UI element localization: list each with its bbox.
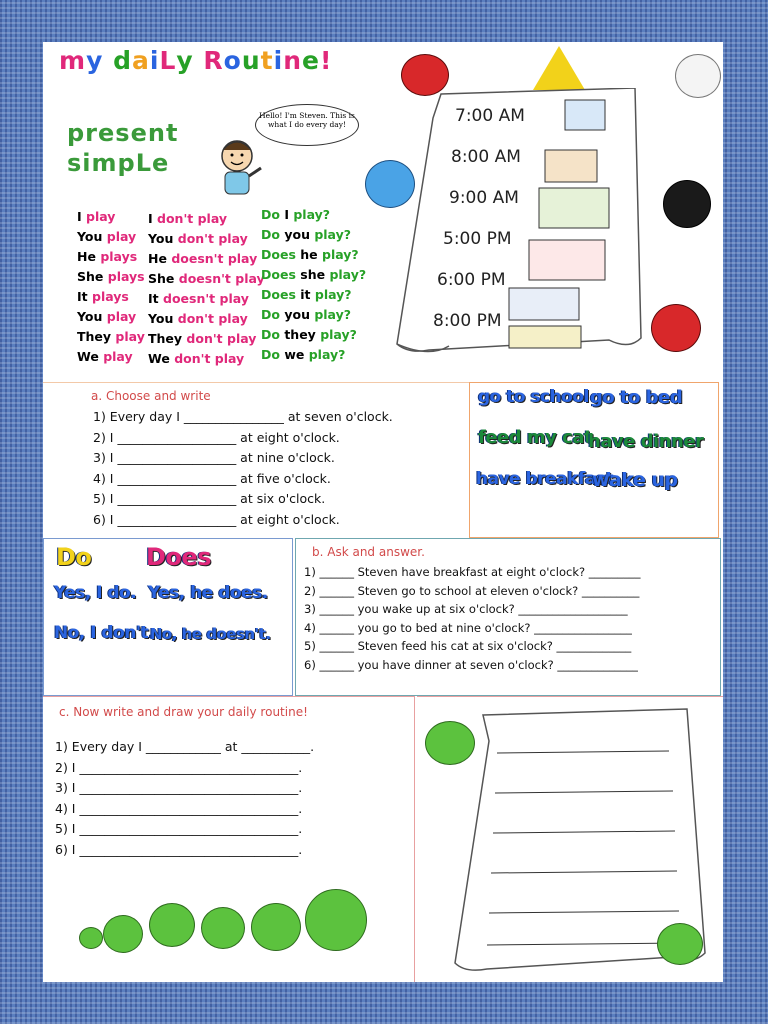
section-a <box>43 382 469 533</box>
affirmative-row <box>77 247 145 267</box>
schedule-time: 9:00 AM <box>449 188 519 208</box>
routine-line: 1) Every day I ____________ at ___________. <box>55 739 315 754</box>
title-letter: y <box>86 46 104 75</box>
section-b-heading: b. Ask and answer. <box>312 545 425 559</box>
auxiliary: Do <box>261 207 280 222</box>
title-letter: a <box>131 46 150 75</box>
subtitle <box>67 118 178 178</box>
auxiliary: Do <box>261 307 280 322</box>
auxiliary: Does <box>261 287 296 302</box>
negative-verb: don't play <box>177 231 248 246</box>
pronoun: You <box>77 309 103 324</box>
auxiliary: Does <box>261 267 296 282</box>
question-line: 4) ______ you go to bed at nine o'clock? _________________ <box>304 620 632 635</box>
affirmative-row <box>77 287 145 307</box>
pronoun: I <box>148 211 153 226</box>
negative-verb: don't play <box>177 311 248 326</box>
auxiliary: Do <box>261 347 280 362</box>
schedule-time: 8:00 PM <box>433 311 502 331</box>
verb: play <box>106 309 137 324</box>
affirmative-column <box>77 207 145 367</box>
title-letter: i <box>149 46 160 75</box>
pronoun: We <box>77 349 99 364</box>
word-bank-item: wake up <box>592 469 678 491</box>
negative-verb: don't play <box>186 331 257 346</box>
pig-icon <box>305 889 367 951</box>
section-c-heading: c. Now write and draw your daily routine! <box>59 705 308 719</box>
affirmative-row <box>77 327 145 347</box>
negative-verb: doesn't play <box>178 271 265 286</box>
pig-icon <box>103 915 143 953</box>
negative-row <box>148 349 265 369</box>
word-bank-item: have dinner <box>588 431 704 452</box>
speech-bubble-text: Hello! I'm Steven. This is what I do every day! <box>259 111 355 129</box>
question-row <box>261 285 366 305</box>
title-letter <box>194 46 204 75</box>
pig-row <box>79 883 399 963</box>
daily-schedule-sheet <box>389 88 647 358</box>
exercise-line: 5) I ___________________ at six o'clock. <box>93 491 326 506</box>
pronoun: It <box>148 291 159 306</box>
pronoun: You <box>148 311 174 326</box>
affirmative-row <box>77 347 145 367</box>
helper-phrase: No, he doesn't. <box>150 625 271 643</box>
worksheet <box>43 42 723 982</box>
title-letter: y <box>176 46 194 75</box>
question-row <box>261 345 366 365</box>
verb: plays <box>92 289 129 304</box>
pronoun: I <box>284 207 289 222</box>
helper-phrase: Does <box>146 543 211 571</box>
word-bank-item: go to school <box>478 387 589 407</box>
schedule-time: 5:00 PM <box>443 229 512 249</box>
verb: play? <box>293 207 331 222</box>
negative-row <box>148 269 265 289</box>
negative-row <box>148 309 265 329</box>
negative-row <box>148 249 265 269</box>
section-b-lines <box>304 563 640 675</box>
helper-phrase: Yes, he does. <box>148 583 268 603</box>
section-a-heading: a. Choose and write <box>91 389 211 403</box>
routine-line: 6) I ___________________________________. <box>55 841 303 857</box>
negative-verb: don't play <box>174 351 245 366</box>
routine-line: 3) I ___________________________________. <box>55 780 303 795</box>
routine-line: 2) I ___________________________________. <box>55 759 303 775</box>
pronoun: She <box>148 271 175 286</box>
verb: play <box>115 329 145 344</box>
title-letter: o <box>223 46 242 75</box>
exercise-line: 4) I ___________________ at five o'clock. <box>93 470 331 486</box>
pronoun: She <box>77 269 104 284</box>
affirmative-row <box>77 267 145 287</box>
black-bird-icon <box>663 180 711 228</box>
question-line: 1) ______ Steven have breakfast at eight o'clock? _________ <box>304 565 641 579</box>
pronoun: They <box>148 331 183 346</box>
helper-phrase: Do <box>56 543 92 571</box>
pronoun: I <box>77 209 82 224</box>
question-row <box>261 305 366 325</box>
exercise-line: 3) I ___________________ at nine o'clock. <box>93 450 335 465</box>
section-b <box>295 538 721 696</box>
question-row <box>261 205 366 225</box>
exercise-line: 6) I ___________________ at eight o'clock. <box>93 511 340 527</box>
negative-verb: doesn't play <box>163 291 249 306</box>
question-column <box>261 205 366 365</box>
question-row <box>261 325 366 345</box>
pronoun: He <box>148 251 167 266</box>
negative-row <box>148 229 265 249</box>
pig-icon <box>251 903 301 951</box>
question-row <box>261 225 366 245</box>
yellow-bird-icon <box>533 46 585 90</box>
title-letter: R <box>203 46 224 75</box>
title-letter: d <box>113 46 132 75</box>
exercise-line: 1) Every day I ________________ at seven o'clock. <box>93 409 393 424</box>
question-line: 2) ______ Steven go to school at eleven o'clock? __________ <box>304 583 640 598</box>
verb: plays <box>100 249 138 264</box>
verb: play? <box>314 307 352 322</box>
affirmative-row <box>77 207 145 227</box>
pronoun: You <box>77 229 103 244</box>
pronoun: you <box>284 307 310 322</box>
pronoun: It <box>77 289 88 304</box>
pronoun: He <box>77 249 96 264</box>
pronoun: You <box>148 231 174 246</box>
verb: play? <box>322 247 359 262</box>
pig-icon <box>201 907 245 949</box>
routine-line: 5) I ___________________________________. <box>55 821 303 836</box>
affirmative-row <box>77 307 145 327</box>
king-pig-icon <box>657 923 703 965</box>
title-letter <box>103 46 113 75</box>
title-letter: m <box>59 46 87 75</box>
verb: play? <box>329 267 367 282</box>
verb: play? <box>314 287 352 302</box>
verb: play <box>103 349 133 364</box>
negative-row <box>148 209 265 229</box>
verb: play? <box>314 227 352 242</box>
question-row <box>261 245 366 265</box>
pronoun: We <box>148 351 170 366</box>
negative-verb: don't play <box>157 211 228 226</box>
pronoun: they <box>284 327 316 342</box>
page-title <box>59 46 332 75</box>
white-bird-icon <box>675 54 721 98</box>
word-bank-item: have breakfast <box>476 469 614 489</box>
title-letter: ! <box>319 46 333 75</box>
verb: play <box>106 229 137 244</box>
negative-column <box>148 209 265 369</box>
verb: play? <box>308 347 346 362</box>
pig-icon <box>149 903 195 947</box>
schedule-time: 6:00 PM <box>437 270 506 290</box>
word-bank-item: go to bed <box>590 387 683 408</box>
pronoun: you <box>284 227 310 242</box>
verb: play <box>86 209 116 224</box>
auxiliary: Do <box>261 327 280 342</box>
pronoun: he <box>300 247 318 262</box>
section-c <box>43 696 415 982</box>
subtitle-line-1: present <box>67 119 179 147</box>
title-letter: e <box>302 46 320 75</box>
question-row <box>261 265 366 285</box>
drawing-area <box>417 696 723 982</box>
exercise-line: 2) I ___________________ at eight o'clock. <box>93 429 340 445</box>
pronoun: They <box>77 329 112 344</box>
pig-icon <box>79 927 103 949</box>
verb: plays <box>107 269 145 284</box>
speech-bubble <box>255 104 359 146</box>
pronoun: we <box>284 347 305 362</box>
verb: play? <box>320 327 357 342</box>
title-letter: L <box>159 46 177 75</box>
negative-verb: doesn't play <box>171 251 258 266</box>
helper-phrase: Yes, I do. <box>54 583 137 603</box>
pronoun: it <box>300 287 311 302</box>
auxiliary: Do <box>261 227 280 242</box>
negative-row <box>148 289 265 309</box>
word-bank-item: feed my cat <box>478 427 593 448</box>
question-line: 6) ______ you have dinner at seven o'clock? ______________ <box>304 657 638 672</box>
question-line: 3) ______ you wake up at six o'clock? ___________________ <box>304 602 628 617</box>
subtitle-line-2: simpLe <box>67 149 170 177</box>
section-c-lines <box>55 737 314 860</box>
question-line: 5) ______ Steven feed his cat at six o'clock? _____________ <box>304 639 632 654</box>
steven-boy-icon <box>215 136 265 196</box>
auxiliary: Does <box>261 247 296 262</box>
negative-row <box>148 329 265 349</box>
word-bank <box>469 382 719 538</box>
title-letter: t <box>260 46 274 75</box>
schedule-time: 8:00 AM <box>451 147 521 167</box>
title-letter: n <box>283 46 302 75</box>
answer-helpers <box>43 538 293 696</box>
helper-phrase: No, I don't. <box>54 623 155 643</box>
red-bird-icon <box>651 304 701 352</box>
routine-line: 4) I ___________________________________. <box>55 800 303 816</box>
schedule-time: 7:00 AM <box>455 106 525 126</box>
affirmative-row <box>77 227 145 247</box>
section-a-lines <box>93 407 393 530</box>
pronoun: she <box>300 267 326 282</box>
title-letter: u <box>241 46 261 75</box>
title-letter: i <box>273 46 284 75</box>
